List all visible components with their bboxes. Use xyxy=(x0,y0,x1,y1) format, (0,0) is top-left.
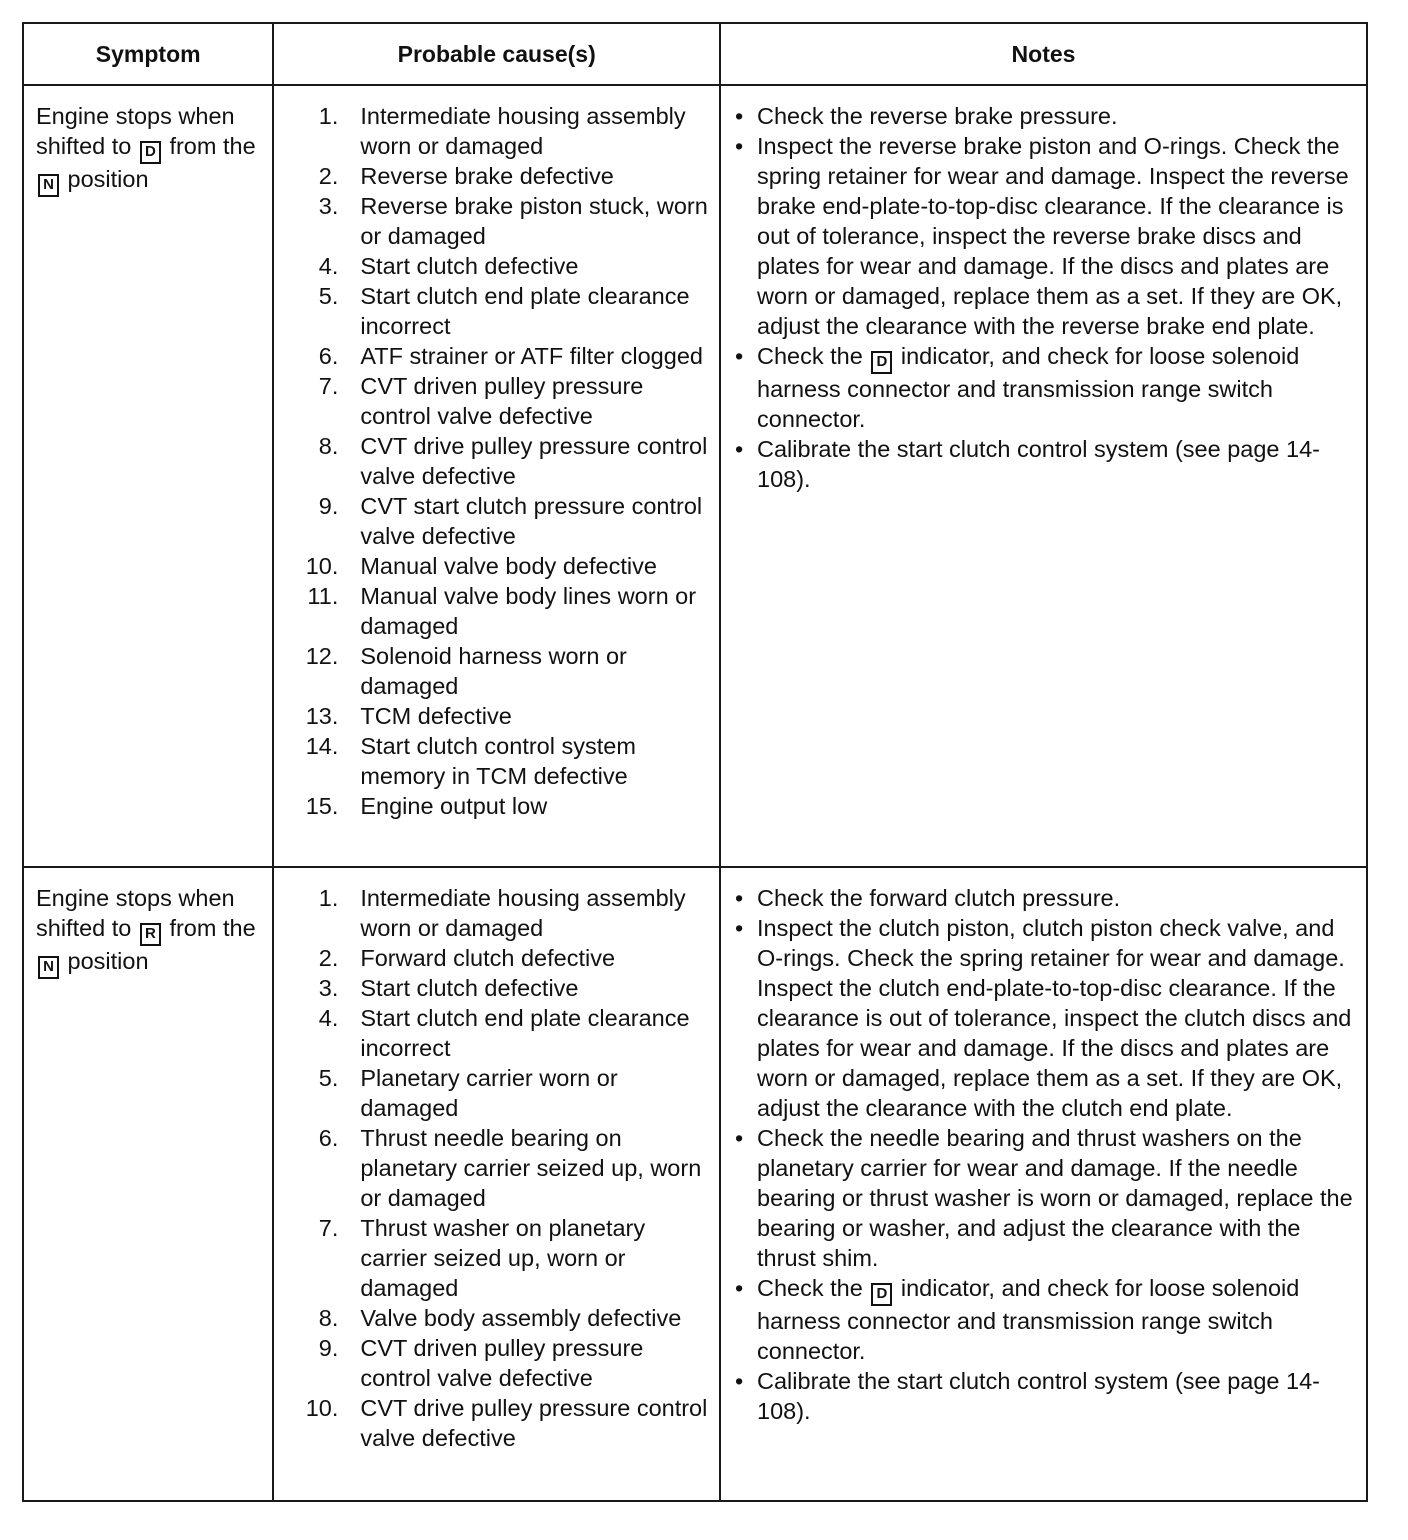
item-text: ATF strainer or ATF filter clogged xyxy=(360,343,703,369)
item-text: Start clutch control system memory in TCM defective xyxy=(360,733,636,789)
notes-list xyxy=(721,868,1366,1426)
troubleshooting-table xyxy=(22,22,1368,1502)
item-text: Start clutch end plate clearance incorrect xyxy=(360,1005,690,1061)
item-text: Engine output low xyxy=(360,793,548,819)
notes-cell xyxy=(720,85,1367,867)
shift-position-n-icon: N xyxy=(38,956,59,979)
list-item xyxy=(274,281,719,341)
note-item xyxy=(721,341,1366,434)
list-item xyxy=(274,371,719,431)
note-text: indicator, and check for loose solenoid harness connector and transmission range switch connector. xyxy=(757,343,1300,432)
item-text: TCM defective xyxy=(360,703,512,729)
symptom-text-part: from the xyxy=(169,133,256,159)
troubleshooting-document xyxy=(22,22,1368,1502)
item-text: Manual valve body defective xyxy=(360,553,657,579)
list-item xyxy=(274,341,719,371)
symptom-cell xyxy=(23,867,273,1501)
list-item xyxy=(274,161,719,191)
note-text: Check the forward clutch pressure. xyxy=(757,885,1121,911)
item-number: 10. xyxy=(305,553,339,579)
bullet-icon: • xyxy=(735,915,744,941)
item-number: 3. xyxy=(318,975,339,1001)
list-item xyxy=(274,251,719,281)
symptom-text-part: from the xyxy=(169,915,256,941)
list-item xyxy=(274,1003,719,1063)
list-item xyxy=(274,973,719,1003)
bullet-icon: • xyxy=(735,343,744,369)
item-text: Thrust needle bearing on planetary carrier seized up, worn or damaged xyxy=(360,1125,702,1211)
item-text: Solenoid harness worn or damaged xyxy=(360,643,627,699)
item-number: 6. xyxy=(318,1125,339,1151)
symptom-text-part: Engine stops when shifted to xyxy=(36,885,235,941)
symptom-header: Symptom xyxy=(23,23,273,85)
table-row xyxy=(23,867,1367,1501)
bullet-icon: • xyxy=(735,1368,744,1394)
list-item xyxy=(274,701,719,731)
cause-header: Probable cause(s) xyxy=(273,23,720,85)
notes-cell xyxy=(720,867,1367,1501)
shift-position-d-icon: D xyxy=(871,351,892,374)
list-item xyxy=(274,883,719,943)
item-number: 13. xyxy=(305,703,339,729)
item-number: 11. xyxy=(307,583,339,609)
symptom-text-part: position xyxy=(67,948,149,974)
note-item xyxy=(721,913,1366,1123)
list-item xyxy=(274,943,719,973)
item-text: Manual valve body lines worn or damaged xyxy=(360,583,697,639)
note-item xyxy=(721,434,1366,494)
symptom-text xyxy=(24,86,272,197)
item-text: CVT drive pulley pressure control valve defective xyxy=(360,433,708,489)
note-text: Check the xyxy=(757,343,863,369)
list-item xyxy=(274,191,719,251)
note-item xyxy=(721,883,1366,913)
item-text: CVT drive pulley pressure control valve defective xyxy=(360,1395,708,1451)
note-text: Check the reverse brake pressure. xyxy=(757,103,1118,129)
note-text: indicator, and check for loose solenoid harness connector and transmission range switch connector. xyxy=(757,1275,1300,1364)
item-number: 4. xyxy=(318,253,339,279)
shift-position-d-icon: D xyxy=(140,141,161,164)
note-item xyxy=(721,101,1366,131)
item-text: Start clutch defective xyxy=(360,975,579,1001)
symptom-cell xyxy=(23,85,273,867)
note-text: Calibrate the start clutch control system (see page 14-108). xyxy=(757,436,1320,492)
list-item xyxy=(274,791,719,821)
bullet-icon: • xyxy=(735,133,744,159)
item-number: 14. xyxy=(305,733,339,759)
item-text: Start clutch end plate clearance incorrect xyxy=(360,283,690,339)
item-number: 3. xyxy=(318,193,339,219)
list-item xyxy=(274,1123,719,1213)
item-number: 4. xyxy=(318,1005,339,1031)
item-number: 8. xyxy=(318,433,339,459)
note-text: Check the xyxy=(757,1275,863,1301)
bullet-icon: • xyxy=(735,885,744,911)
item-number: 2. xyxy=(318,163,339,189)
note-text: Calibrate the start clutch control system (see page 14-108). xyxy=(757,1368,1320,1424)
item-text: Reverse brake defective xyxy=(360,163,614,189)
item-number: 2. xyxy=(318,945,339,971)
item-text: Reverse brake piston stuck, worn or damaged xyxy=(360,193,708,249)
note-text: Inspect the reverse brake piston and O-rings. Check the spring retainer for wear and damage. Inspect the reverse brake end-plate-to-top-disc clearance. If the clearance is out of tolerance, inspect the reverse brake discs and plates for wear and damage. If the discs and plates are worn or damaged, replace them as a set. If they are OK, adjust the clearance with the reverse brake end plate. xyxy=(757,133,1349,339)
item-text: Forward clutch defective xyxy=(360,945,616,971)
symptom-text xyxy=(24,868,272,979)
item-number: 5. xyxy=(318,283,339,309)
list-item xyxy=(274,1213,719,1303)
list-item xyxy=(274,1063,719,1123)
item-number: 7. xyxy=(318,1215,339,1241)
causes-list xyxy=(274,868,719,1453)
note-text: Inspect the clutch piston, clutch piston check valve, and O-rings. Check the spring retainer for wear and damage. Inspect the clutch end-plate-to-top-disc clearance. If the clearance is out of tolerance, inspect the clutch discs and plates for wear and damage. If the discs and plates are worn or damaged, replace them as a set. If they are OK, adjust the clearance with the clutch end plate. xyxy=(757,915,1352,1121)
bullet-icon: • xyxy=(735,436,744,462)
bullet-icon: • xyxy=(735,1125,744,1151)
item-number: 10. xyxy=(305,1395,339,1421)
notes-header: Notes xyxy=(720,23,1367,85)
notes-list xyxy=(721,86,1366,494)
causes-cell xyxy=(273,85,720,867)
note-text: Check the needle bearing and thrust washers on the planetary carrier for wear and damage. If the needle bearing or thrust washer is worn or damaged, replace the bearing or washer, and adjust the clearance with the thrust shim. xyxy=(757,1125,1353,1271)
list-item xyxy=(274,431,719,491)
item-number: 15. xyxy=(305,793,339,819)
item-text: Intermediate housing assembly worn or damaged xyxy=(360,103,686,159)
item-number: 1. xyxy=(318,103,339,129)
causes-cell xyxy=(273,867,720,1501)
item-text: Start clutch defective xyxy=(360,253,579,279)
shift-position-n-icon: N xyxy=(38,174,59,197)
list-item xyxy=(274,101,719,161)
item-text: Thrust washer on planetary carrier seized up, worn or damaged xyxy=(360,1215,646,1301)
item-text: CVT start clutch pressure control valve defective xyxy=(360,493,703,549)
item-number: 9. xyxy=(318,493,339,519)
note-item xyxy=(721,1366,1366,1426)
header-row xyxy=(23,23,1367,85)
note-item xyxy=(721,1123,1366,1273)
item-number: 5. xyxy=(318,1065,339,1091)
item-text: CVT driven pulley pressure control valve defective xyxy=(360,373,644,429)
list-item xyxy=(274,581,719,641)
causes-list xyxy=(274,86,719,821)
item-number: 8. xyxy=(318,1305,339,1331)
list-item xyxy=(274,1303,719,1333)
item-number: 6. xyxy=(318,343,339,369)
note-item xyxy=(721,1273,1366,1366)
note-item xyxy=(721,131,1366,341)
list-item xyxy=(274,551,719,581)
item-text: Planetary carrier worn or damaged xyxy=(360,1065,618,1121)
table-row xyxy=(23,85,1367,867)
item-number: 7. xyxy=(318,373,339,399)
symptom-text-part: position xyxy=(67,166,149,192)
item-text: CVT driven pulley pressure control valve defective xyxy=(360,1335,644,1391)
list-item xyxy=(274,1393,719,1453)
list-item xyxy=(274,1333,719,1393)
list-item xyxy=(274,491,719,551)
item-number: 9. xyxy=(318,1335,339,1361)
item-text: Valve body assembly defective xyxy=(360,1305,682,1331)
shift-position-d-icon: D xyxy=(871,1283,892,1306)
bullet-icon: • xyxy=(735,103,744,129)
list-item xyxy=(274,731,719,791)
item-text: Intermediate housing assembly worn or damaged xyxy=(360,885,686,941)
list-item xyxy=(274,641,719,701)
symptom-text-part: Engine stops when shifted to xyxy=(36,103,235,159)
shift-position-r-icon: R xyxy=(140,923,161,946)
item-number: 1. xyxy=(318,885,339,911)
bullet-icon: • xyxy=(735,1275,744,1301)
item-number: 12. xyxy=(305,643,339,669)
